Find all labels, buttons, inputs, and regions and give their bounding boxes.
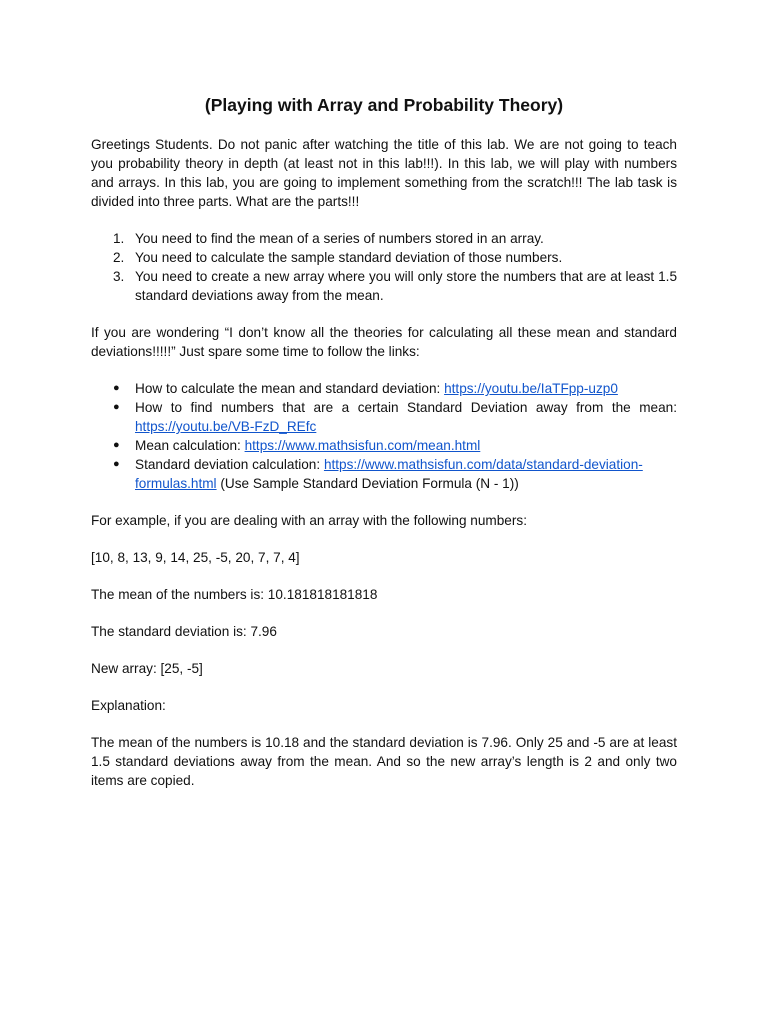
resource-link-label: How to find numbers that are a certain Standard Deviation away from the mean: [135, 400, 677, 415]
explanation-paragraph: The mean of the numbers is 10.18 and the standard deviation is 7.96. Only 25 and -5 are at least 1.5 standard deviations away from the mean. And so the new array’s length is 2 and only two items are copied. [91, 735, 677, 788]
task-part-item [91, 248, 677, 267]
task-part-item [91, 229, 677, 248]
resource-link-label: Mean calculation: [135, 438, 245, 453]
task-parts-list [91, 229, 677, 305]
task-part-text: You need to find the mean of a series of numbers stored in an array. [135, 231, 544, 246]
resource-link[interactable]: https://youtu.be/VB-FzD_REfc [135, 419, 317, 434]
list-number: 1. [113, 231, 125, 246]
resource-link[interactable]: https://www.mathsisfun.com/mean.html [244, 438, 481, 453]
resource-link-label: How to calculate the mean and standard deviation: [135, 381, 445, 396]
resource-link-suffix: (Use Sample Standard Deviation Formula (N - 1)) [216, 476, 519, 491]
resource-link-item [91, 379, 677, 398]
resource-links-list [91, 379, 677, 493]
list-number: 3. [113, 269, 125, 284]
resource-link-item [91, 398, 677, 436]
task-part-text: You need to create a new array where you will only store the numbers that are at least 1.5 standard deviations away from the mean. [135, 269, 677, 303]
page-title: (Playing with Array and Probability Theory) [204, 95, 564, 115]
resource-link-label: Standard deviation calculation: [135, 457, 324, 472]
document-body [91, 93, 677, 790]
list-number: 2. [113, 250, 125, 265]
task-part-item [91, 267, 677, 305]
resource-link-item [91, 455, 677, 493]
intro-paragraph: Greetings Students. Do not panic after watching the title of this lab. We are not going to teach you probability theory in depth (at least not in this lab!!!). In this lab, we will play with numbers and arrays. In this lab, you are going to implement something from the scratch!!! The lab task is divided into three parts. What are the parts!!! [91, 137, 677, 209]
task-part-text: You need to calculate the sample standard deviation of those numbers. [135, 250, 563, 265]
example-array: [10, 8, 13, 9, 14, 25, -5, 20, 7, 7, 4] [91, 550, 300, 565]
resource-link[interactable]: https://youtu.be/IaTFpp-uzp0 [444, 381, 618, 396]
example-intro: For example, if you are dealing with an array with the following numbers: [91, 513, 527, 528]
bullet-icon: ● [113, 439, 120, 451]
mean-result: The mean of the numbers is: 10.181818181818 [91, 587, 378, 602]
resource-link[interactable]: https://www.mathsisfun.com/data/standard-deviation-formulas.html [135, 457, 643, 491]
resource-link-item [91, 436, 677, 455]
explanation-label: Explanation: [91, 698, 166, 713]
bullet-icon: ● [113, 401, 120, 413]
standard-deviation-result: The standard deviation is: 7.96 [91, 624, 277, 639]
bullet-icon: ● [113, 458, 120, 470]
wondering-paragraph: If you are wondering “I don’t know all the theories for calculating all these mean and standard deviations!!!!!” Just spare some time to follow the links: [91, 325, 677, 359]
new-array-result: New array: [25, -5] [91, 661, 203, 676]
bullet-icon: ● [113, 382, 120, 394]
